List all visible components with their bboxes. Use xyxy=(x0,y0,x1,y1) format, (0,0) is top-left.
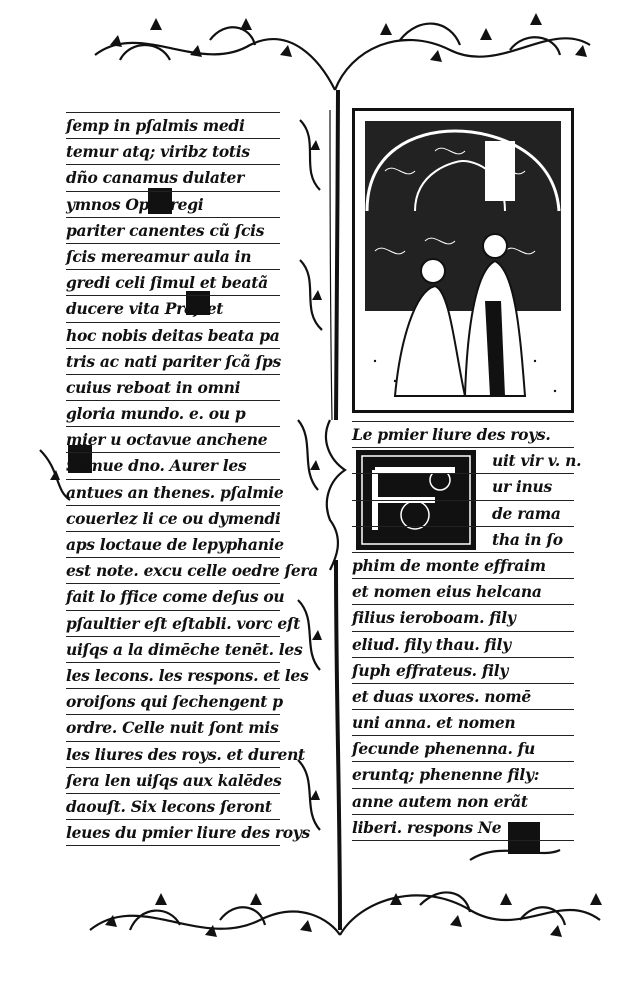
text-line: ſecunde phenenna. fu xyxy=(352,736,574,762)
text-line: filius ieroboam. fily xyxy=(352,605,574,631)
text-line: dño canamus dulater xyxy=(66,165,280,191)
text-line: liberi. respons Ne xyxy=(352,815,574,841)
text-line: ur inus xyxy=(352,474,574,500)
text-line: et nomen eius helcana xyxy=(352,579,574,605)
text-line: et duas uxores. nomē xyxy=(352,684,574,710)
text-line: pariter canentes cũ ſcis xyxy=(66,218,280,244)
text-line: eliud. fily thau. fily xyxy=(352,632,574,658)
left-text-column xyxy=(66,112,319,846)
text-line: les lecons. les respons. et les xyxy=(66,663,280,689)
text-line: hoc nobis deitas beata pa xyxy=(66,323,280,349)
text-line: phim de monte effraim xyxy=(352,553,574,579)
text-line: ſera len uiſqs aux kalēdes xyxy=(66,768,280,794)
illumination-scene-icon xyxy=(352,108,574,413)
text-line: Le pmier liure des roys. xyxy=(352,421,574,448)
text-line: gloria mundo. e. ou p xyxy=(66,401,280,427)
text-line: uit vir v. n. xyxy=(352,448,574,474)
text-line: les liures des roys. et durent xyxy=(66,742,280,768)
right-text-column xyxy=(352,421,582,841)
text-line: mier u octavue anchene xyxy=(66,427,280,453)
text-line: daouſt. Six lecons ſeront xyxy=(66,794,280,820)
text-line: leues du pmier liure des roys xyxy=(66,820,280,846)
text-line: oroiſons qui ſechengent p xyxy=(66,689,280,715)
text-line: ducere vita Preſtet xyxy=(66,296,280,322)
text-line: pſaultier eſt eſtabli. vorc eſt xyxy=(66,611,280,637)
text-line: fait lo ffice come deſus ou xyxy=(66,584,280,610)
text-line: uiſqs a la dimēche tenēt. les xyxy=(66,637,280,663)
text-line: couerlez li ce ou dymendi xyxy=(66,506,280,532)
text-line: uni anna. et nomen xyxy=(352,710,574,736)
text-line: tris ac nati pariter ſcã ſps xyxy=(66,349,280,375)
text-line: ymnos Opio regi xyxy=(66,192,280,218)
text-line: antues an thenes. pſalmie xyxy=(66,480,280,506)
text-line: ſemp in pſalmis medi xyxy=(66,112,280,139)
text-line: eruntq; phenenne fily: xyxy=(352,762,574,788)
text-line: est note. excu celle oedre ſera xyxy=(66,558,280,584)
text-line: temur atq; viribz totis xyxy=(66,139,280,165)
text-line: de rama xyxy=(352,501,574,527)
text-line: tha in ſo xyxy=(352,527,574,553)
miniature-drawing xyxy=(355,111,571,410)
text-line: aps loctaue de lepyphanie xyxy=(66,532,280,558)
text-line: anne autem non erãt xyxy=(352,789,574,815)
text-line: ordre. Celle nuit ſont mis xyxy=(66,715,280,741)
text-line: ſuph effrateus. fily xyxy=(352,658,574,684)
text-line: cuius reboat in omni xyxy=(66,375,280,401)
text-line: gredi celi ſimul et beatã xyxy=(66,270,280,296)
text-line: ſcis mereamur aula in xyxy=(66,244,280,270)
text-line: Semue dno. Aurer les xyxy=(66,453,280,479)
